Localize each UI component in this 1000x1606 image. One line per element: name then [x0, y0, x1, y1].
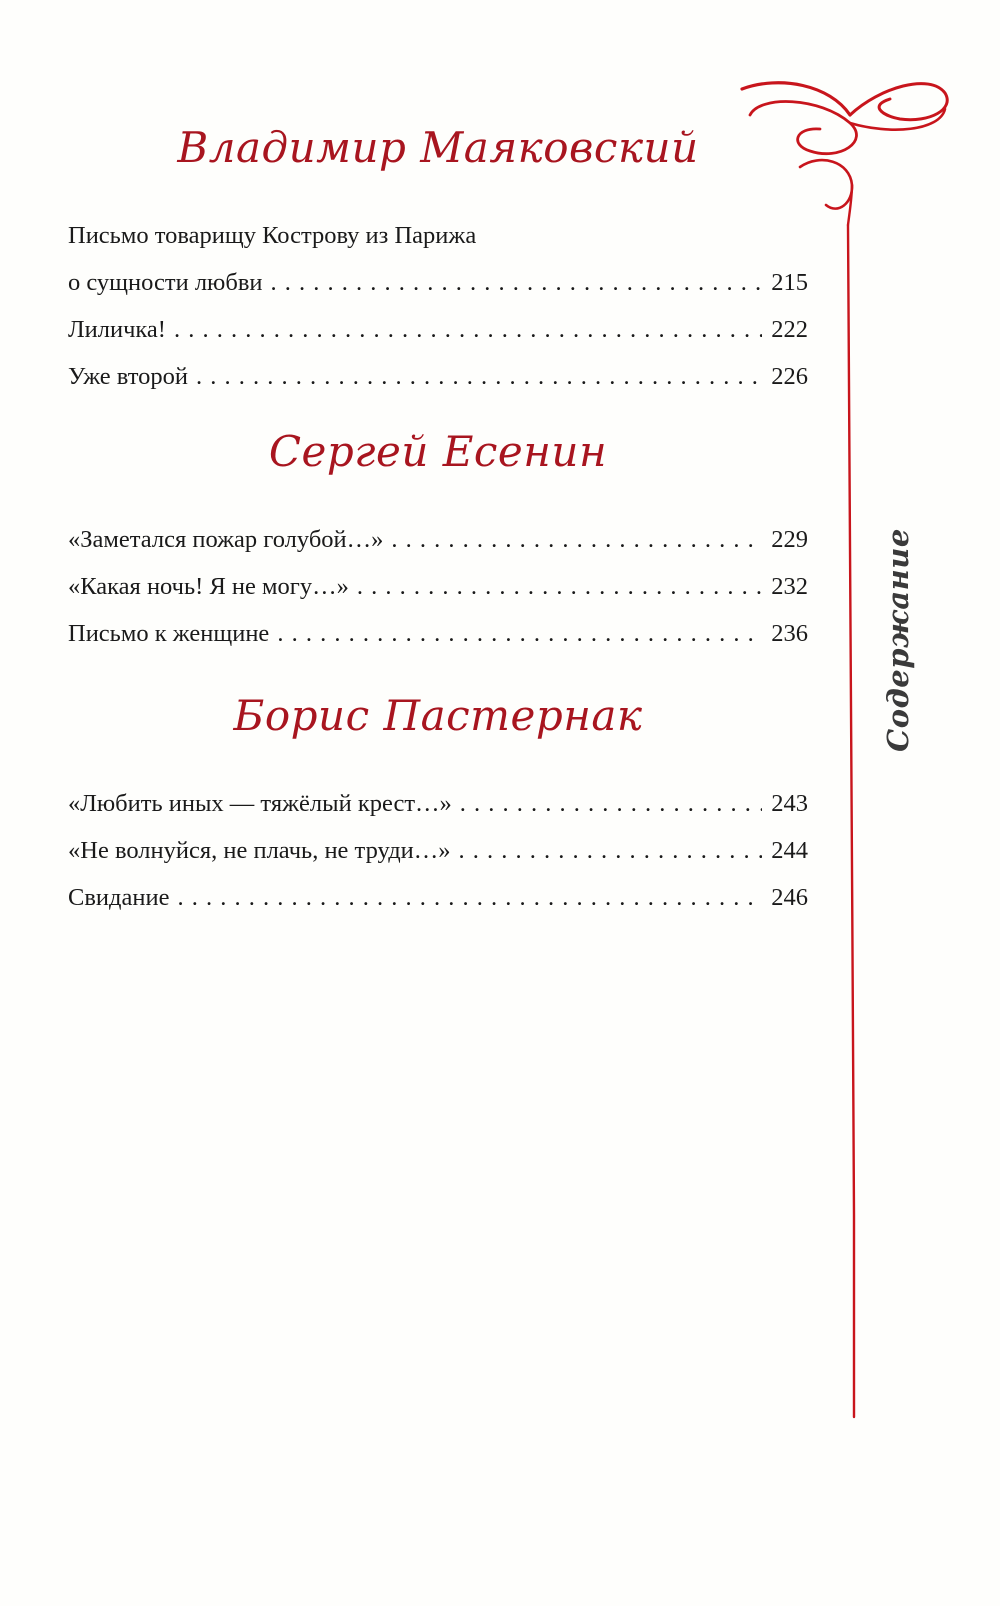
entry-title: «Какая ночь! Я не могу…» — [68, 573, 349, 600]
entry-title: Письмо к женщине — [68, 620, 270, 647]
page-number: 215 — [771, 269, 808, 296]
dot-leader — [277, 610, 762, 657]
toc-entry[interactable] — [68, 306, 808, 353]
entry-list — [68, 516, 808, 657]
toc-entry[interactable] — [68, 563, 808, 610]
dot-leader — [174, 306, 762, 353]
page-number: 246 — [771, 884, 808, 911]
dot-leader — [460, 780, 762, 827]
author-heading: Владимир Маяковский — [177, 123, 699, 172]
entry-title-line1: Письмо товарищу Кострову из Парижа — [68, 222, 477, 249]
page-number: 226 — [771, 363, 808, 390]
entry-title: «Заметался пожар голубой…» — [68, 526, 384, 553]
entry-title: «Любить иных — тяжёлый крест…» — [68, 790, 452, 817]
side-title: Содержание — [881, 528, 915, 752]
entry-list — [68, 212, 808, 400]
toc-entry[interactable] — [68, 212, 808, 306]
toc-section-mayakovsky — [68, 118, 808, 400]
entry-title: «Не волнуйся, не плачь, не труди…» — [68, 837, 451, 864]
page-number: 236 — [771, 620, 808, 647]
entry-title: Свидание — [68, 884, 170, 911]
page-number: 232 — [771, 573, 808, 600]
dot-leader — [391, 516, 762, 563]
dot-leader — [177, 874, 762, 921]
page-number: 243 — [771, 790, 808, 817]
entry-title: Уже второй — [68, 363, 188, 390]
page-number: 244 — [771, 837, 808, 864]
toc-entry[interactable] — [68, 516, 808, 563]
page-number: 222 — [771, 316, 808, 343]
author-heading: Сергей Есенин — [268, 427, 608, 476]
dot-leader — [357, 563, 762, 610]
toc-entry[interactable] — [68, 610, 808, 657]
dot-leader — [271, 259, 762, 306]
toc-entry[interactable] — [68, 780, 808, 827]
toc-entry[interactable] — [68, 874, 808, 921]
author-heading: Борис Пастернак — [233, 691, 643, 740]
entry-list — [68, 780, 808, 921]
entry-title-line2: о сущности любви — [68, 269, 263, 296]
entry-title: Лиличка! — [68, 316, 166, 343]
dot-leader — [459, 827, 762, 874]
toc-section-pasternak — [68, 686, 808, 921]
toc-section-esenin — [68, 422, 808, 657]
toc-entry[interactable] — [68, 353, 808, 400]
toc-entry[interactable] — [68, 827, 808, 874]
dot-leader — [196, 353, 762, 400]
page-number: 229 — [771, 526, 808, 553]
